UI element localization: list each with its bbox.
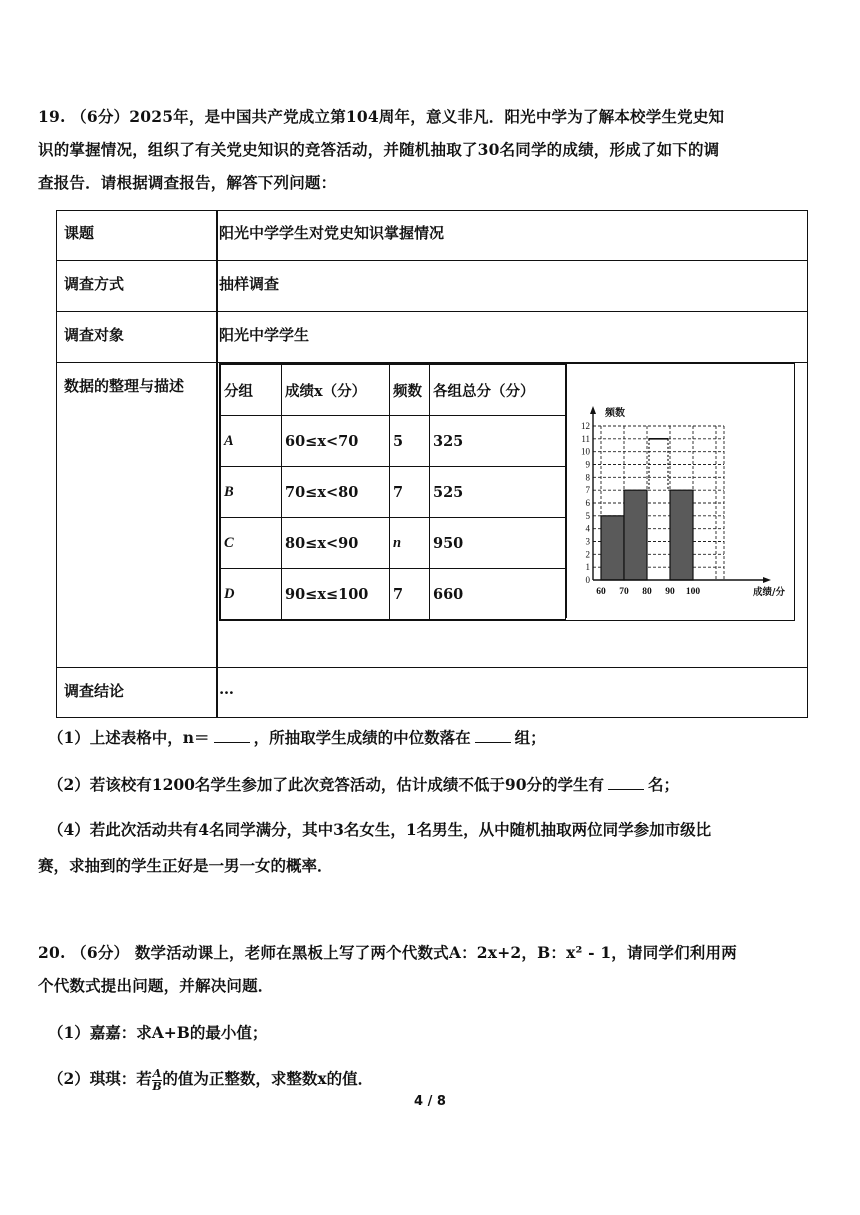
table-cell: 70≤x<80: [282, 467, 390, 518]
table-cell: 7: [390, 467, 430, 518]
row-conclusion: [57, 668, 807, 717]
conclusion-label: 调查结论: [64, 682, 125, 700]
survey-report-table: [56, 210, 808, 718]
x-tick-label: 70: [619, 587, 629, 597]
q19-sub4: [38, 812, 818, 884]
object-value: 阳光中学学生: [219, 326, 310, 344]
q20-sub1: （1）嘉嘉：求A+B的最小值；: [48, 1023, 268, 1042]
y-tick-label: 8: [585, 472, 590, 483]
y-tick-label: 1: [585, 562, 590, 573]
q19-sub1-text-a: （1）上述表格中，n＝: [48, 728, 210, 747]
table-cell: C: [221, 518, 282, 569]
row-object: [57, 312, 807, 363]
page-number: 4 / 8: [414, 1094, 446, 1109]
table-cell: D: [221, 569, 282, 620]
q19-sub2-text-b: 名；: [648, 775, 680, 794]
method-value: 抽样调查: [219, 275, 280, 293]
data-label: 数据的整理与描述: [64, 377, 185, 395]
y-axis-arrow: [590, 406, 596, 414]
q19-sub4-line2: 赛，求抽到的学生正好是一男一女的概率．: [38, 856, 333, 875]
row-topic: [57, 211, 807, 261]
row-method: [57, 261, 807, 312]
q20-sub2: [48, 1062, 818, 1095]
table-cell: 7: [390, 569, 430, 620]
q19-sub2-text-a: （2）若该校有1200名学生参加了此次竞答活动，估计成绩不低于90分的学生有: [48, 775, 604, 794]
table-row: [221, 467, 566, 518]
table-header-row: [221, 365, 566, 416]
answer-blank[interactable]: [475, 728, 511, 743]
x-axis-label: 成绩/分: [753, 587, 785, 598]
frequency-table: [220, 364, 566, 620]
q19-sub1: [48, 721, 818, 754]
y-tick-label: 7: [585, 485, 590, 496]
answer-blank[interactable]: [214, 728, 250, 743]
x-tick-label: 90: [665, 587, 675, 597]
y-tick-label: 6: [585, 498, 590, 508]
y-tick-label: 3: [585, 536, 590, 547]
q19-sub4-line1: （4）若此次活动共有4名同学满分，其中3名女生，1名男生，从中随机抽取两位同学参加市级比: [48, 820, 712, 839]
table-row: [221, 569, 566, 620]
table-cell: A: [221, 416, 282, 467]
histogram-panel: [566, 364, 795, 618]
histogram-bar: [624, 490, 647, 580]
q19-sub1-text-b: ，所抽取学生成绩的中位数落在: [253, 728, 471, 747]
table-cell: 90≤x≤100: [282, 569, 390, 620]
table-cell: 950: [430, 518, 566, 569]
y-tick-label: 11: [581, 433, 590, 444]
y-axis-label: 频数: [605, 408, 625, 419]
y-tick-label: 5: [585, 510, 590, 521]
fraction-denominator: B: [152, 1079, 162, 1093]
table-cell: 660: [430, 569, 566, 620]
x-axis-arrow: [763, 577, 771, 583]
answer-blank[interactable]: [608, 775, 644, 790]
q20-sub2-text-b: 的值为正整数，求整数x的值．: [162, 1069, 374, 1088]
fraction-numerator: A: [152, 1066, 162, 1080]
frequency-table-block: [219, 363, 795, 621]
y-tick-label: 4: [585, 523, 590, 534]
fraction-a-over-b: [152, 1068, 163, 1093]
q19-sub2: [48, 768, 818, 801]
conclusion-value: …: [219, 680, 234, 698]
histogram-bar: [601, 516, 624, 580]
method-label: 调查方式: [64, 275, 125, 293]
q19-line3: 查报告．请根据调查报告，解答下列问题：: [38, 173, 337, 192]
table-cell: 80≤x<90: [282, 518, 390, 569]
header-cell: 各组总分（分）: [430, 365, 566, 416]
q19-sub1-text-c: 组；: [514, 728, 546, 747]
frequency-histogram: [567, 364, 793, 618]
table-cell: 60≤x<70: [282, 416, 390, 467]
object-label: 调查对象: [64, 326, 125, 344]
x-tick-label: 60: [596, 587, 606, 597]
q19-line1: 19. （6分）2025年，是中国共产党成立第104周年，意义非凡．阳光中学为了解本校学生党史知: [38, 107, 725, 126]
table-row: [221, 518, 566, 569]
q20-stem: [38, 936, 813, 1002]
q20-line1: 20. （6分） 数学活动课上，老师在黑板上写了两个代数式A：2x+2，B：x² - 1，请同学们利用两: [38, 943, 737, 962]
table-cell: n: [390, 518, 430, 569]
y-tick-label: 2: [585, 549, 590, 560]
header-cell: 频数: [390, 365, 430, 416]
header-cell: 分组: [221, 365, 282, 416]
q19-line2: 识的掌握情况，组织了有关党史知识的竞答活动，并随机抽取了30名同学的成绩，形成了如下的调: [38, 140, 720, 159]
q19-stem: [38, 100, 813, 199]
table-cell: 325: [430, 416, 566, 467]
q20-sub2-text-a: （2）琪琪：若: [48, 1069, 152, 1088]
y-tick-label: 10: [581, 446, 590, 457]
y-tick-label: 0: [585, 575, 590, 585]
header-cell: 成绩x（分）: [282, 365, 390, 416]
table-cell: 525: [430, 467, 566, 518]
table-cell: 5: [390, 416, 430, 467]
y-tick-label: 9: [585, 459, 590, 470]
topic-value: 阳光中学学生对党史知识掌握情况: [219, 224, 445, 242]
x-tick-label: 100: [685, 587, 701, 597]
y-tick-label: 12: [581, 421, 590, 431]
q20-line2: 个代数式提出问题，并解决问题．: [38, 976, 274, 995]
topic-label: 课题: [64, 224, 95, 242]
x-tick-label: 80: [642, 587, 652, 597]
histogram-bar: [670, 490, 693, 580]
table-cell: B: [221, 467, 282, 518]
table-row: [221, 416, 566, 467]
